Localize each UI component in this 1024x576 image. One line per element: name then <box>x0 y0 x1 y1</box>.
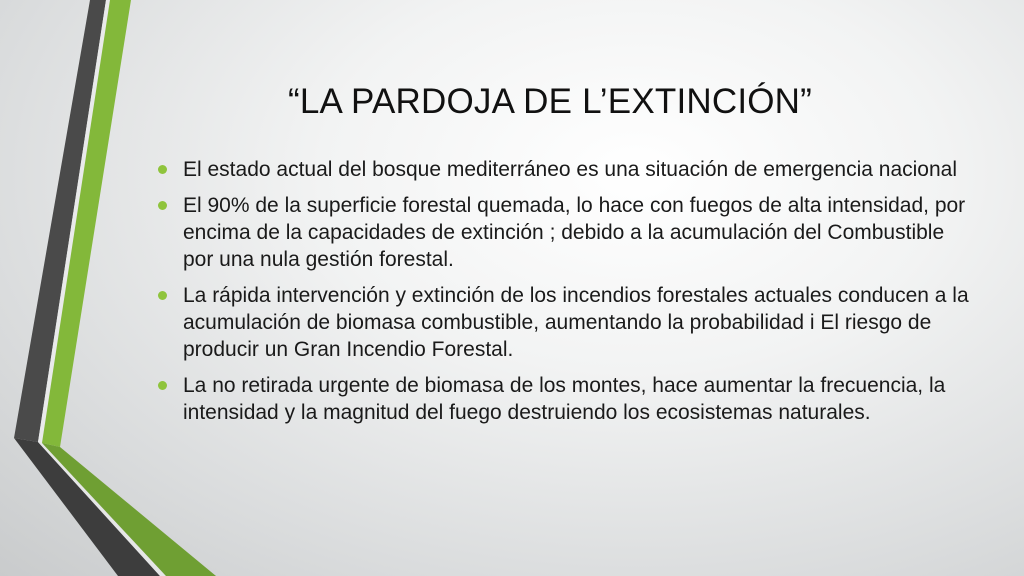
bullet-dot-icon <box>158 291 167 300</box>
bullet-list <box>183 156 973 435</box>
bullet-item <box>183 372 973 426</box>
bullet-item <box>183 156 973 183</box>
bullet-text: El 90% de la superficie forestal quemada, lo hace con fuegos de alta intensidad, por encima de la capacidades de extinción ; debido a la acumulación del Combustible por una nula gestión forestal. <box>183 194 966 271</box>
stripe-light-lower <box>38 442 166 576</box>
bullet-dot-icon <box>158 201 167 210</box>
bullet-text: El estado actual del bosque mediterráneo es una situación de emergencia nacional <box>183 158 958 181</box>
bullet-item <box>183 282 973 363</box>
bullet-text: La rápida intervención y extinción de los incendios forestales actuales conducen a la acumulación de biomasa combustible, aumentando la probabilidad i El riesgo de producir un Gran Incendio Forestal. <box>183 284 969 361</box>
bullet-dot-icon <box>158 381 167 390</box>
stripe-light-upper <box>38 0 110 443</box>
bullet-dot-icon <box>158 165 167 174</box>
bullet-item <box>183 192 973 273</box>
slide-title: “LA PARDOJA DE L’EXTINCIÓN” <box>287 82 813 121</box>
bullet-text: La no retirada urgente de biomasa de los montes, hace aumentar la frecuencia, la intensidad y la magnitud del fuego destruiendo los ecosistemas naturales. <box>183 374 946 424</box>
stripe-dark-lower <box>14 438 160 576</box>
